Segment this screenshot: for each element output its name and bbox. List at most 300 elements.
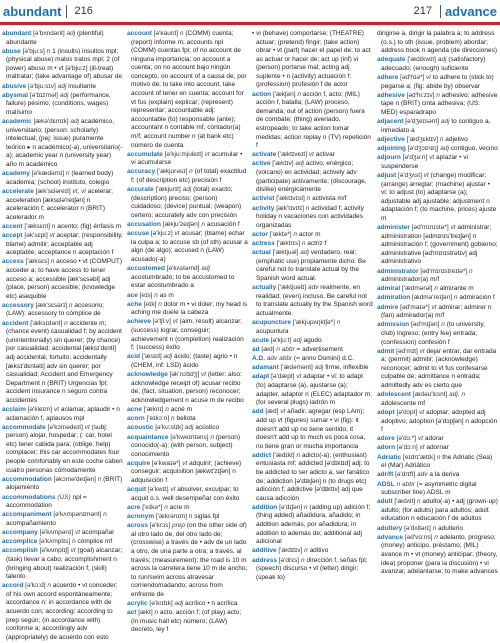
dictionary-entry bbox=[127, 486, 248, 503]
part-of-speech: n bbox=[97, 475, 102, 483]
dictionary-entry bbox=[377, 145, 498, 154]
header-rule bbox=[0, 22, 500, 25]
dictionary-entry bbox=[377, 136, 498, 145]
definition: (performance, failure) pésimo; (conditions, wages) malísimo bbox=[6, 91, 111, 116]
headword: accurate bbox=[127, 186, 154, 194]
part-of-speech: n bbox=[68, 301, 73, 309]
pronunciation: [ækt] bbox=[138, 609, 153, 617]
definition: acostumbrado; to be accustomed to estar acostumbrado a bbox=[131, 273, 235, 290]
pronunciation: [ə'dʒeɪsənt] bbox=[405, 118, 440, 126]
definition: acusar; (blame) echar la culpa a; to accuse sb (of sth) acusar a algn (de algo); accused n (LAW) acusado(-a) bbox=[131, 230, 248, 263]
dictionary-entry bbox=[377, 435, 498, 444]
headword: adopt bbox=[377, 408, 395, 416]
definition: aplazar • vi suspenderse bbox=[381, 154, 468, 170]
dictionary-entry bbox=[252, 30, 373, 90]
dictionary-entry bbox=[2, 582, 123, 642]
definition: acre m bbox=[169, 503, 190, 511]
definition: the Adriatic (Sea) el (Mar) Adriático bbox=[381, 453, 493, 470]
part-of-speech: n bbox=[304, 547, 308, 555]
pronunciation: ['æktɪvɪst] bbox=[276, 195, 305, 203]
pronunciation: [əd'mɪt] bbox=[396, 347, 418, 355]
dictionary-entry bbox=[127, 318, 248, 352]
dictionary-entry bbox=[252, 91, 373, 151]
pronunciation: ['ædəmənt] bbox=[280, 364, 313, 372]
dictionary-entry bbox=[377, 154, 498, 171]
headword: access bbox=[2, 258, 24, 266]
dictionary-entry bbox=[127, 168, 248, 185]
dictionary-entry bbox=[127, 292, 248, 301]
definition: acento; (fig) énfasis m bbox=[57, 222, 122, 230]
dictionary-entry bbox=[127, 186, 248, 220]
part-of-speech: vt bbox=[296, 373, 302, 381]
definition: activar bbox=[315, 151, 335, 159]
dictionary-entry bbox=[377, 285, 498, 294]
definition: accesorio; (LAW): accessory to cómplice de bbox=[6, 301, 104, 318]
dictionary-entry bbox=[127, 434, 248, 460]
definition: a la deriva bbox=[429, 471, 460, 479]
definition: adicto(-a); (enthusiast) entusiasta mf; addicted [ə'dɪktɪd] adj: to be addicted to ser adicto a, ser fanático de; addiction [ə'dɪkʃən] n (to drugs etc) adicción f; addictive [ə'dɪktɪv] adj que causa adicción bbox=[256, 451, 370, 502]
pronunciation: [ə'kʌmpənɪmənt] bbox=[53, 511, 102, 519]
headword: addict bbox=[252, 451, 272, 459]
dictionary-entry bbox=[252, 557, 373, 583]
headword: admiration bbox=[377, 294, 411, 302]
dictionary-entry bbox=[252, 547, 373, 556]
headword: activity bbox=[252, 204, 275, 212]
part-of-speech: vt bbox=[419, 408, 425, 416]
headword: acrylic bbox=[127, 600, 148, 608]
headword: adhesive bbox=[377, 91, 405, 99]
pronunciation: [ə'kɔ:d] bbox=[25, 582, 46, 590]
definition: (plentiful) abundante bbox=[6, 30, 104, 46]
pronunciation: ['æksɛs] bbox=[25, 258, 49, 266]
part-of-speech: n bbox=[103, 511, 107, 519]
part-of-speech: vt bbox=[200, 371, 207, 379]
headword: abundant bbox=[2, 30, 32, 37]
headword: ace bbox=[127, 291, 138, 299]
definition: almirante m bbox=[439, 285, 474, 293]
part-of-speech: n bbox=[453, 294, 458, 302]
definition: académico, universitario; (person: scholarly) intelectual; (pej: issue) puramente teórico ▸ n académico(-a), universitario(-a); academic year n (university year) año m académico bbox=[6, 118, 123, 169]
definition: (= asymmetric digital subscriber line) ADSL m bbox=[381, 480, 477, 497]
part-of-speech: n bbox=[64, 319, 68, 327]
pronunciation: ['eɪkə*] bbox=[142, 503, 163, 511]
headword: acronym bbox=[127, 513, 155, 521]
pronunciation: ['eɪkɔ:n] bbox=[146, 415, 170, 423]
dictionary-entry bbox=[2, 320, 123, 406]
definition: (BRIT) alojamiento bbox=[6, 475, 123, 492]
headword: ad bbox=[252, 345, 260, 353]
part-of-speech: prep bbox=[171, 522, 185, 530]
dictionary-entry bbox=[2, 188, 123, 222]
dictionary-entry bbox=[377, 321, 498, 347]
part-of-speech: n bbox=[441, 321, 445, 329]
dictionary-entry bbox=[127, 424, 248, 433]
pronunciation: [əd'mɪnɪstreɪtə*] bbox=[420, 267, 468, 275]
part-of-speech: vi bbox=[426, 74, 431, 82]
definition: dirección f, señas fpl; (speech) discurso • vt (letter) dirigir; (speak to) bbox=[256, 556, 368, 581]
definition: adorar bbox=[424, 435, 444, 443]
pronunciation: [ə'dɪʃən] bbox=[279, 503, 303, 511]
headword: accident bbox=[2, 319, 29, 327]
pronunciation: [æk'sɛsərɪ] bbox=[35, 301, 68, 309]
part-of-speech: vt bbox=[419, 347, 425, 355]
pronunciation: [ə'kʌmplɪʃ] bbox=[39, 547, 69, 555]
dictionary-entry bbox=[377, 30, 498, 56]
dictionary-entry bbox=[252, 364, 373, 373]
part-of-speech: adj bbox=[184, 424, 194, 432]
dictionary-entry bbox=[377, 294, 498, 303]
column-1 bbox=[2, 30, 123, 643]
pronunciation: ['ædmərəl] bbox=[401, 285, 433, 293]
part-of-speech: n bbox=[305, 204, 310, 212]
pronunciation: [ə'dɔ:*] bbox=[396, 435, 417, 443]
definition: • vi (behave) comportarse; (THEATRE) actuar; (pretend) fingir; (take action) obrar • vt (part) hacer el papel de; to act as actuar or hacer de; act up (inf) vi (person) portarse mal; acting adj suplente • n (activity) actuación f; (profession) profesión f de actor bbox=[252, 30, 371, 89]
part-of-speech: n bbox=[306, 195, 311, 203]
pronunciation: [ə'drɛs] bbox=[278, 556, 300, 564]
headword: adore bbox=[377, 435, 395, 443]
dictionary-entry bbox=[127, 415, 248, 424]
headword: accusation bbox=[127, 221, 161, 229]
part-of-speech: adj bbox=[293, 336, 302, 344]
pronunciation: [ə'drɪft] bbox=[395, 471, 416, 479]
dictionary-entry bbox=[377, 444, 498, 453]
part-of-speech: adj bbox=[300, 249, 309, 257]
pronunciation: [ə'kweɪntəns] bbox=[170, 433, 209, 441]
definition: aceptar; (responsibility, blame) admitir; acceptable adj aceptable; acceptance n aceptación f bbox=[6, 232, 123, 257]
dictionary-entry bbox=[377, 409, 498, 435]
part-of-speech: adj bbox=[174, 600, 184, 608]
dictionary-entry bbox=[127, 151, 248, 168]
dictionary-entry bbox=[127, 301, 248, 318]
part-of-speech: n bbox=[201, 221, 206, 229]
part-of-speech: n bbox=[296, 451, 301, 459]
part-of-speech: adj bbox=[201, 265, 210, 273]
definition: acto, acción f; (of play) acto; (in music hall etc) número; (LAW) decreto, ley f bbox=[131, 609, 242, 634]
dictionary-entry bbox=[252, 319, 373, 336]
part-of-speech: (US) bbox=[57, 493, 71, 501]
dictionary-entry bbox=[2, 30, 123, 47]
definition: admirar; admirer n (fan) admirador(a) m/f bbox=[381, 303, 492, 320]
part-of-speech: adj bbox=[70, 118, 80, 126]
definition: acrílico • n acrílica bbox=[184, 600, 238, 608]
right-page-header bbox=[410, 0, 497, 22]
dictionary-entry bbox=[127, 230, 248, 264]
part-of-speech: n bbox=[434, 533, 438, 541]
pronunciation: [ækə'dɛmɪk] bbox=[33, 118, 69, 126]
headword: address bbox=[252, 556, 277, 564]
headword: acne bbox=[127, 405, 142, 413]
part-of-speech: n bbox=[336, 319, 341, 327]
pronunciation: [ə'kju:mjuleɪt] bbox=[164, 150, 203, 158]
dictionary-entry bbox=[127, 513, 248, 522]
definition: adoptar; adopted adj adoptivo; adoption [ə'dɔpʃən] n adopción f bbox=[381, 408, 498, 434]
dictionary-entry bbox=[377, 172, 498, 223]
pronunciation: [ə'kju:t] bbox=[270, 336, 292, 344]
pronunciation: [ædəu'lɛsnt] bbox=[412, 391, 448, 399]
pronunciation: [ə'kju:z] bbox=[150, 230, 173, 238]
headword: accumulate bbox=[127, 150, 163, 158]
pronunciation: ['æktjuəl] bbox=[272, 249, 299, 257]
pronunciation: ['ækjurəsɪ] bbox=[157, 168, 188, 176]
left-page-header bbox=[3, 0, 97, 22]
pronunciation: [ə'kɔmədeɪt] bbox=[47, 423, 83, 431]
pronunciation: [ə'dɔpt] bbox=[396, 408, 418, 416]
definition: admiración f bbox=[459, 294, 495, 302]
headword: abusive bbox=[2, 82, 27, 90]
headword: administrator bbox=[377, 267, 419, 275]
part-of-speech: adj bbox=[57, 82, 67, 90]
dictionary-entry bbox=[2, 232, 123, 258]
headword: accommodations bbox=[2, 493, 56, 501]
headword: achieve bbox=[127, 318, 151, 326]
headword: adult bbox=[377, 498, 393, 506]
definition: acusación f bbox=[206, 221, 240, 229]
part-of-speech: vt bbox=[172, 318, 178, 326]
left-page-number: 216 bbox=[74, 5, 93, 17]
headword: adamant bbox=[252, 364, 279, 372]
part-of-speech: n bbox=[416, 498, 421, 506]
dictionary-entry bbox=[377, 224, 498, 267]
pronunciation: [ə'dʌltərɪ] bbox=[404, 524, 431, 532]
definition: dolor m • vi doler; my head is aching me duele la cabeza bbox=[131, 300, 248, 317]
part-of-speech: n abbr bbox=[276, 345, 295, 353]
part-of-speech: vt bbox=[182, 459, 188, 467]
headword: admit bbox=[377, 347, 395, 355]
pronunciation: [ə'kaunt] bbox=[153, 30, 179, 37]
pronunciation: [ə'kʌmpənɪ] bbox=[39, 529, 74, 537]
pronunciation: [ə'krɔs] bbox=[149, 522, 171, 530]
definition: (aim, result) alcanzar; (success) lograr, conseguir; achievement n (completion) realización f; (success) éxito bbox=[131, 318, 244, 352]
left-guide-word: abundant bbox=[3, 3, 62, 19]
headword: accessory bbox=[2, 301, 34, 309]
pronunciation: [ə'kwɪt] bbox=[147, 486, 169, 494]
headword: administer bbox=[377, 224, 410, 232]
dictionary-entry bbox=[127, 609, 248, 635]
headword: accompany bbox=[2, 529, 38, 537]
pronunciation: ['ækʃən] bbox=[272, 90, 296, 98]
headword: acoustic bbox=[127, 424, 154, 432]
dictionary-entry bbox=[377, 304, 498, 321]
dictionary-entry bbox=[2, 476, 123, 493]
part-of-speech: vt bbox=[84, 423, 90, 431]
part-of-speech: n bbox=[434, 285, 438, 293]
dictionary-entry bbox=[377, 525, 498, 534]
part-of-speech: adj bbox=[59, 91, 69, 99]
headword: acupuncture bbox=[252, 319, 292, 327]
pronunciation: ['ædɪkt] bbox=[272, 451, 295, 459]
dictionary-entry bbox=[2, 538, 123, 547]
definition: actor m bbox=[298, 230, 321, 238]
dictionary-entry bbox=[127, 522, 248, 599]
headword: accomplish bbox=[2, 547, 38, 555]
definition: (learned body) academia; (school) instituto, colegio bbox=[6, 170, 114, 186]
definition: dejar entrar, dar entrada a; (permit) admitir; (acknowledge) reconocer; admit to vt fus confesarse culpable de; admittance n entrada; admittedly adv es cierto que bbox=[381, 347, 497, 390]
dictionary-entry bbox=[2, 547, 123, 581]
headword: Adriatic bbox=[377, 453, 402, 461]
headword: admire bbox=[377, 303, 399, 311]
part-of-speech: vt bbox=[49, 232, 55, 240]
definition: (to university, club) ingreso; (entry fee) entrada; (confession) confesión f bbox=[381, 321, 485, 346]
headword: active bbox=[252, 160, 271, 168]
definition: acelerar; acceleration [æksɛlə'reɪʃən] n aceleración f; accelerator n (BRIT) acelerador m bbox=[6, 187, 113, 221]
headword: accomplice bbox=[2, 538, 38, 546]
pronunciation: ['æktə*] bbox=[269, 230, 292, 238]
dictionary-entry bbox=[2, 529, 123, 538]
headword: adjoining bbox=[377, 145, 406, 153]
pronunciation: [ə'dʒɔɪnɪŋ] bbox=[407, 145, 439, 153]
pronunciation: [ə'tʃi:v] bbox=[152, 318, 171, 326]
definition: (satisfactory) adecuado; (enough) suficiente bbox=[381, 56, 486, 72]
pronunciation: ['æktɪveɪt] bbox=[278, 151, 308, 159]
part-of-speech: vt, vi bbox=[72, 187, 86, 195]
definition: ácido; (taste) agrio • n (CHEM, inf: LSD) ácido bbox=[131, 353, 238, 369]
headword: academic bbox=[2, 118, 32, 126]
part-of-speech: n bbox=[297, 90, 301, 98]
dictionary-entry bbox=[252, 452, 373, 503]
part-of-speech: vt bbox=[170, 486, 176, 494]
dictionary-entry bbox=[252, 346, 373, 355]
headword: accuse bbox=[127, 230, 150, 238]
definition: accidente m; (chance event) casualidad f; by accident (unintentionally) sin querer; (by chance) por casualidad; accidental [æksɪ'dɛntl] adj accidental, fortuito; accidentally [æksɪ'dɛntəlɪ] adv sin querer; por casualidad; Accident and Emergency Department n (BRIT) Urgencias fpl; accident insurance n seguro contra accidentes bbox=[6, 319, 122, 404]
pronunciation: [ə'bju:sɪv] bbox=[28, 82, 56, 90]
dictionary-entry bbox=[377, 56, 498, 73]
part-of-speech: adj bbox=[440, 118, 450, 126]
definition: administrar; administration [ədmɪnɪs'treɪʃən] n administración f; (government) gobierno; administrative [əd'mɪnɪstrətɪv] adj administrativo bbox=[381, 224, 498, 266]
headword: adequate bbox=[377, 56, 406, 64]
pronunciation: [ə'kʌmplɪs] bbox=[39, 538, 71, 546]
definition: realmente, en realidad; (even) incluso. Be careful not to translate actually by the Spanish word actualmente. bbox=[256, 284, 373, 317]
pronunciation: [ə'bɪzməl] bbox=[29, 91, 58, 99]
pronunciation: ['æktrɪs] bbox=[276, 240, 301, 248]
part-of-speech: n bbox=[469, 267, 473, 275]
definition: aclamar, aplaudir • n aclamación f, aplausos mpl bbox=[6, 405, 120, 422]
pronunciation: ['ækrənɪm] bbox=[155, 513, 187, 521]
part-of-speech: vt bbox=[419, 444, 425, 452]
part-of-speech: n bbox=[47, 582, 51, 590]
headword: acre bbox=[127, 503, 141, 511]
definition: adolescente mf bbox=[381, 399, 426, 407]
headword: accompaniment bbox=[2, 511, 52, 519]
right-guide-word: advance bbox=[444, 3, 497, 19]
part-of-speech: vt bbox=[450, 224, 456, 232]
column-3 bbox=[252, 30, 373, 643]
part-of-speech: n bbox=[189, 168, 193, 176]
part-of-speech: n bbox=[171, 415, 175, 423]
part-of-speech: n bbox=[432, 524, 437, 532]
dictionary-entry bbox=[252, 284, 373, 318]
dictionary-entry bbox=[127, 221, 248, 230]
part-of-speech: n bbox=[65, 170, 70, 178]
headword: A.D. bbox=[252, 355, 265, 363]
definition: actividad f; activity holiday n vacaciones con actividades organizadas bbox=[256, 204, 364, 229]
dictionary-entry bbox=[2, 83, 123, 92]
pronunciation: ['æksɛnt] bbox=[24, 222, 50, 230]
headword: accustomed bbox=[127, 265, 165, 273]
dictionary-entry bbox=[127, 504, 248, 513]
dictionary-entry bbox=[2, 170, 123, 187]
dictionary-entry bbox=[252, 205, 373, 231]
definition: to contiguo a, inmediato a bbox=[381, 118, 491, 134]
pronunciation: ['æktɪv] bbox=[272, 160, 294, 168]
headword: accord bbox=[2, 582, 24, 590]
dictionary-entry bbox=[377, 74, 498, 91]
entry-columns bbox=[2, 30, 498, 641]
pronunciation: [æd] bbox=[265, 408, 279, 416]
definition: acné m bbox=[170, 405, 193, 413]
headword: admiral bbox=[377, 285, 401, 293]
pronunciation: ['ædʒɛktɪv] bbox=[406, 135, 439, 143]
definition: (subj: person) alojar, hospedar; (: car, hotel etc) tener cabida para; (oblige, help) complacer; this car accommodates four people comfortably en este coche caben cuatro personas cómodamente bbox=[6, 423, 123, 474]
headword: adapt bbox=[252, 373, 270, 381]
dictionary-entry bbox=[2, 302, 123, 319]
pronunciation: [ə'bju:s] bbox=[22, 47, 45, 55]
definition: npl = accommodation bbox=[6, 493, 87, 510]
part-of-speech: n bbox=[303, 503, 308, 511]
dictionary-entry bbox=[127, 406, 248, 415]
part-of-speech: n bbox=[301, 556, 305, 564]
definition: actriz f bbox=[307, 240, 327, 248]
headword: admission bbox=[377, 321, 410, 329]
headword: accent bbox=[2, 222, 23, 230]
part-of-speech: adj bbox=[66, 30, 76, 37]
dictionary-entry bbox=[252, 249, 373, 283]
definition: cómplice mf bbox=[77, 538, 113, 546]
part-of-speech: vt bbox=[54, 405, 60, 413]
dictionary-entry bbox=[2, 258, 123, 301]
part-of-speech: vt bbox=[70, 547, 76, 555]
headword: abuse bbox=[2, 47, 21, 55]
dictionary-entry bbox=[2, 424, 123, 475]
pronunciation: [æk'tɪvɪtɪ] bbox=[276, 204, 304, 212]
definition: absolver, exculpar; to acquit o.s. well desempeñar con éxito bbox=[131, 486, 240, 502]
definition: adhesivo; adhesive tape n (BRIT) cinta adhesiva; (US: MED) esparadrapo bbox=[381, 91, 498, 116]
pronunciation: ['ædɪkwɪt] bbox=[407, 56, 436, 64]
part-of-speech: adv bbox=[417, 471, 428, 479]
dictionary-entry bbox=[127, 353, 248, 370]
dictionary-entry bbox=[127, 371, 248, 405]
definition: adelanto, progreso; (money) anticipo, préstamo; (MIL) avance m • vt (money) anticipar; (theory, idea) proponer (para la discusión) • vi avanzar, adelantarse; to make advances bbox=[381, 533, 498, 576]
dictionary-entry bbox=[2, 118, 123, 169]
dictionary-entry bbox=[377, 391, 498, 408]
headword: advance bbox=[377, 533, 404, 541]
definition: = advertisement bbox=[296, 345, 343, 353]
definition: adulto(-a) • adj (grown-up) adulto; (for adults) para adultos; adult education n educación f de adultos bbox=[381, 498, 498, 523]
pronunciation: ['æktjuəlɪ] bbox=[278, 284, 307, 292]
dictionary-entry bbox=[377, 498, 498, 524]
definition: añadir, agregar (esp LAm); add up vt (figures) sumar • vi (fig): it doesn't add up no tiene sentido; it doesn't add up to much es poca cosa, no tiene gran or mucha importancia bbox=[256, 408, 366, 450]
part-of-speech: adj bbox=[295, 160, 305, 168]
pronunciation: [əd'maɪə*] bbox=[400, 303, 430, 311]
headword: act bbox=[127, 609, 137, 617]
part-of-speech: n abbr bbox=[396, 480, 415, 488]
dictionary-entry bbox=[127, 265, 248, 291]
part-of-speech: n bbox=[188, 513, 193, 521]
dictionary-entry bbox=[252, 160, 373, 194]
definition: (on the other side of) al otro lado de, del otro lado de; (crosswise) a través de • adv de un lado a otro, de una parte a otra; a través, al través; (measurement): the road is 10 m across la carretera tiene 10 m de ancho; to run/swim across atravesar corriendo/nadando; across from enfrente de bbox=[131, 522, 248, 598]
dictionary-entry bbox=[2, 92, 123, 118]
headword: acute bbox=[252, 336, 269, 344]
header-divider bbox=[66, 5, 67, 18]
headword: acquire bbox=[127, 459, 151, 467]
part-of-speech: n bbox=[165, 405, 169, 413]
part-of-speech: n bbox=[436, 91, 440, 99]
pronunciation: ['ædɪtɪv] bbox=[278, 547, 303, 555]
headword: accept bbox=[2, 232, 23, 240]
part-of-speech: adj bbox=[440, 145, 449, 153]
definition: firme, inflexible bbox=[325, 364, 369, 372]
definition: activista m/f bbox=[312, 195, 347, 203]
headword: acclaim bbox=[2, 405, 26, 413]
